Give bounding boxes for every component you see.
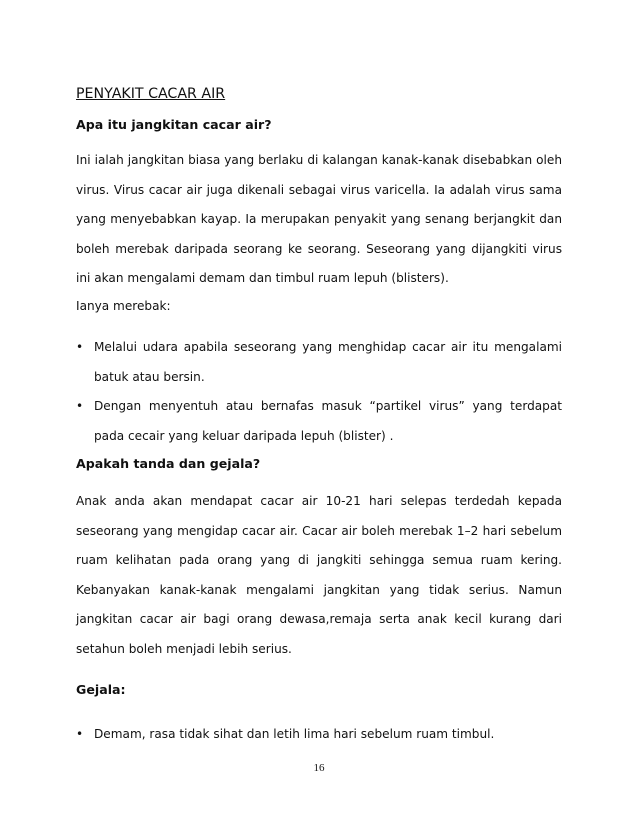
symptom-bullet-list [76,720,562,750]
document-title: PENYAKIT CACAR AIR [76,86,226,102]
bullet-icon: • [76,727,84,741]
bullet-text: Demam, rasa tidak sihat dan letih lima hari sebelum ruam timbul. [94,727,495,741]
list-item [76,392,562,451]
bullet-icon: • [76,399,84,413]
bullet-icon: • [76,340,84,354]
section-heading-what-is: Apa itu jangkitan cacar air? [76,117,272,132]
spread-intro: Ianya merebak: [76,299,171,313]
paragraph-signs: Anak anda akan mendapat cacar air 10-21 hari selepas terdedah kepada seseorang yang mengidap cacar air. Cacar air boleh merebak 1–2 hari sebelum ruam kelihatan pada orang yang di jangkiti sehingga semua ruam kering. Kebanyakan kanak-kanak mengalami jangkitan yang tidak serius. Namun jangkitan cacar air bagi orang dewasa,remaja serta anak kecil kurang dari setahun boleh menjadi lebih serius. [76,494,562,656]
paragraph-definition: Ini ialah jangkitan biasa yang berlaku di kalangan kanak-kanak disebabkan oleh virus. Virus cacar air juga dikenali sebagai virus varicella. Ia adalah virus sama yang menyebabkan kayap. Ia merupakan penyakit yang senang berjangkit dan boleh merebak daripada seorang ke seorang. Seseorang yang dijangkiti virus ini akan mengalami demam dan timbul ruam lepuh (blisters). [76,153,562,285]
list-item [76,720,562,750]
section-heading-symptoms: Gejala: [76,682,126,697]
bullet-text: Dengan menyentuh atau bernafas masuk “partikel virus” yang terdapat pada cecair yang keluar daripada lepuh (blister) . [94,399,562,443]
page-number: 16 [313,762,325,774]
spread-bullet-list [76,333,562,451]
bullet-text: Melalui udara apabila seseorang yang menghidap cacar air itu mengalami batuk atau bersin. [94,340,562,384]
section-heading-signs: Apakah tanda dan gejala? [76,456,261,471]
list-item [76,333,562,392]
